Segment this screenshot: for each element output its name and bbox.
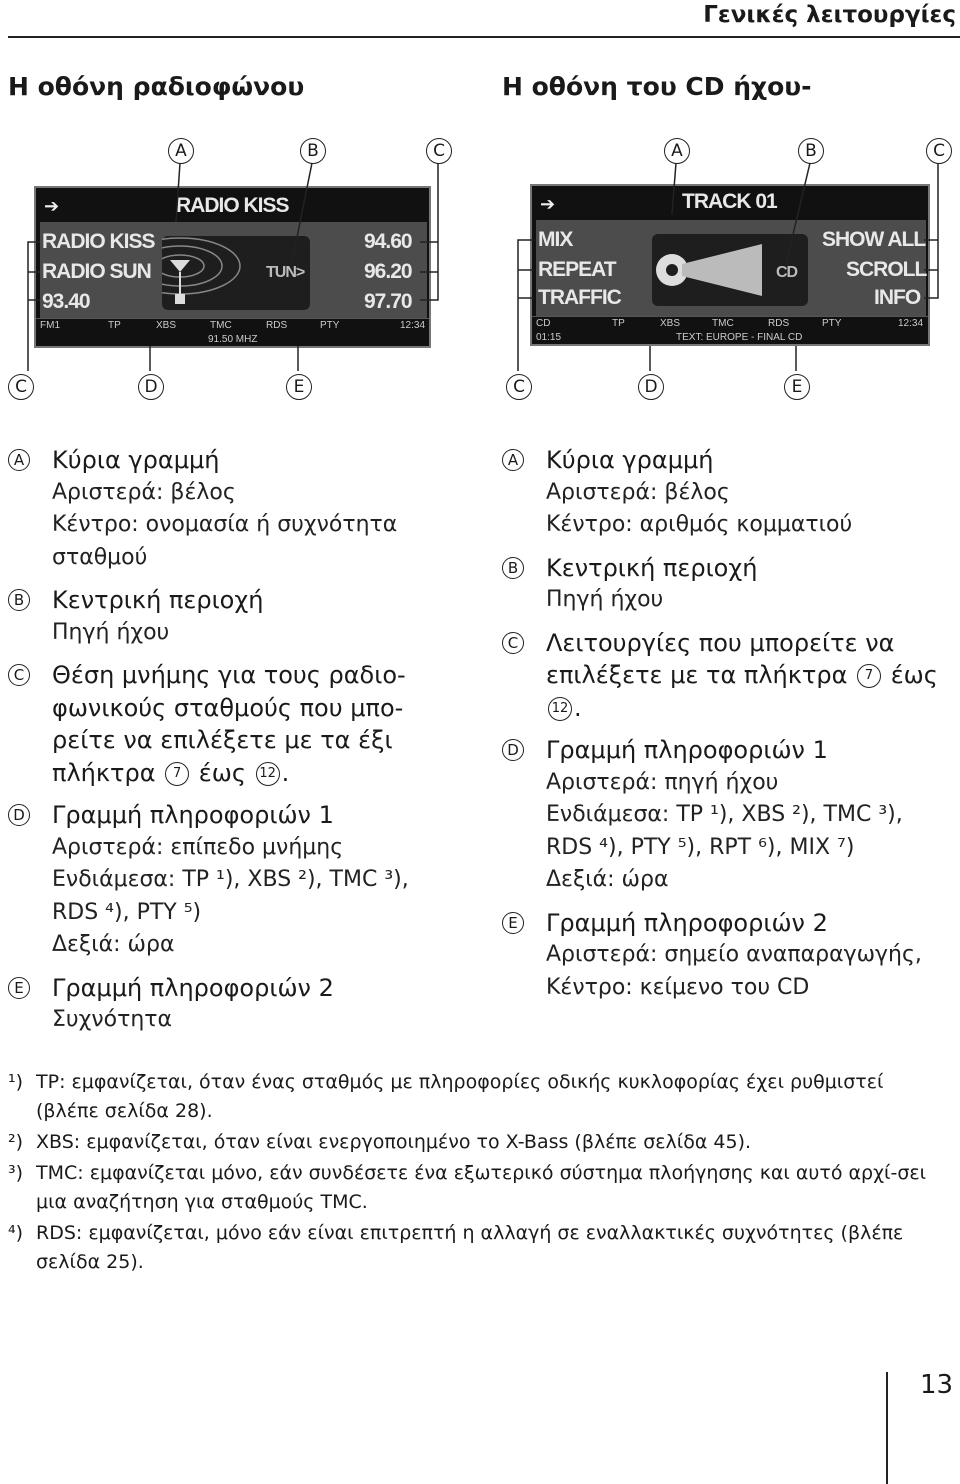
- radio-preset-right-2: 96.20: [364, 260, 412, 283]
- cd-legend-b: [502, 552, 950, 617]
- legend-text: Θέση μνήμης για τους ραδιο-φωνικούς σταθμούς που μπο-ρείτε να επιλέξετε με τα έξι πλήκτρα: [52, 661, 406, 787]
- cd-callout-c: C: [926, 138, 952, 164]
- radio-callout-d: D: [138, 374, 164, 400]
- radio-info2-frequency: 91.50 MHZ: [208, 334, 258, 345]
- cd-func-left-3: TRAFFIC: [538, 286, 621, 309]
- legend-title: Γραμμή πληροφοριών 2: [546, 908, 828, 937]
- legend-key: D: [502, 739, 524, 761]
- legend-key: E: [502, 912, 524, 934]
- legend-title: Γραμμή πληροφοριών 1: [52, 801, 334, 829]
- legend-line: Κέντρο: ονομασία ή συχνότητα σταθμού: [52, 512, 398, 570]
- page-number: 13: [920, 1370, 954, 1400]
- radio-callout-c: C: [426, 138, 452, 164]
- radio-callout-b: B: [300, 138, 326, 164]
- button-12-key: 12: [256, 762, 280, 786]
- legend-line: Αριστερά: επίπεδο μνήμης: [52, 834, 344, 860]
- legend-line: Αριστερά: βέλος: [52, 479, 236, 505]
- legend-title: [546, 627, 950, 725]
- legend-line: Συχνότητα: [52, 1007, 173, 1032]
- legend-title: Κύρια γραμμή: [52, 446, 220, 474]
- cd-section-title: Η οθόνη του CD ήχου-: [502, 72, 812, 101]
- cd-info1-tmc: TMC: [712, 318, 734, 329]
- radio-legend-c: [8, 659, 448, 789]
- footnote-4: [8, 1219, 942, 1277]
- legend-text: Λειτουργίες που μπορείτε να επιλέξετε με τα πλήκτρα: [546, 628, 895, 689]
- cd-func-left-1: MIX: [538, 228, 573, 251]
- legend-text: .: [574, 693, 582, 722]
- radio-legend-b: [8, 584, 448, 649]
- radio-info1-pty: PTY: [320, 320, 340, 331]
- cd-callout-b: B: [798, 138, 824, 164]
- legend-text: .: [281, 758, 290, 787]
- legend-key: A: [8, 449, 30, 471]
- footnote-mark: ⁴): [8, 1222, 24, 1244]
- radio-info1-tmc: TMC: [210, 320, 232, 331]
- radio-main-line: RADIO KISS: [176, 194, 289, 217]
- cd-source-label: CD: [776, 264, 798, 281]
- radio-callout-c-bottom: C: [8, 374, 34, 400]
- legend-title: Γραμμή πληροφοριών 1: [546, 736, 828, 764]
- page-header-title: Γενικές λειτουργίες: [703, 2, 956, 28]
- cd-callout-e: E: [784, 374, 810, 400]
- radio-info1-time: 12:34: [400, 320, 426, 331]
- cd-func-right-3: INFO: [874, 286, 921, 309]
- cd-info1-source: CD: [536, 318, 551, 329]
- footnote-3: [8, 1159, 942, 1217]
- footnote-text: TP: εμφανίζεται, όταν ένας σταθμός με πληροφορίες οδικής κυκλοφορίας έχει ρυθμιστεί (βλέπε σελίδα 28).: [36, 1071, 884, 1122]
- cd-func-right-2: SCROLL: [846, 258, 927, 281]
- radio-preset-right-1: 94.60: [364, 230, 412, 253]
- radio-legend-e: [8, 972, 448, 1037]
- cd-info1-pty: PTY: [822, 318, 842, 329]
- footnote-2: [8, 1128, 942, 1157]
- radio-info1-xbs: XBS: [156, 320, 177, 331]
- cd-legend: [502, 444, 950, 1004]
- page-number-rule: [886, 1372, 888, 1484]
- legend-line: Ενδιάμεσα: TP ¹), XBS ²), TMC ³), RDS ⁴), PTY ⁵): [52, 867, 409, 925]
- cd-legend-e: [502, 907, 950, 1005]
- legend-line: Δεξιά: ώρα: [52, 932, 175, 957]
- radio-legend-a: [8, 444, 448, 574]
- cd-info2-cd-text: TEXT: EUROPE - FINAL CD: [676, 332, 803, 343]
- button-7-key: 7: [165, 762, 189, 786]
- footnote-1: [8, 1068, 942, 1126]
- footnote-mark: ²): [8, 1131, 24, 1153]
- radio-preset-right-3: 97.70: [364, 290, 412, 313]
- legend-line: Δεξιά: ώρα: [546, 867, 669, 892]
- footnote-text: RDS: εμφανίζεται, μόνο εάν είναι επιτρεπτή η αλλαγή σε εναλλακτικές συχνότητες (βλέπε σελίδα 25).: [36, 1222, 904, 1273]
- arrow-icon: ➔: [540, 194, 556, 214]
- legend-key: D: [8, 804, 30, 826]
- legend-title: [52, 659, 448, 789]
- legend-key: C: [8, 664, 30, 686]
- radio-preset-left-3: 93.40: [42, 290, 90, 313]
- cd-info1-xbs: XBS: [660, 318, 681, 329]
- legend-key: C: [502, 632, 524, 654]
- legend-title: Γραμμή πληροφοριών 2: [52, 973, 334, 1002]
- radio-preset-left-1: RADIO KISS: [42, 230, 155, 253]
- legend-title: Κεντρική περιοχή: [546, 553, 758, 582]
- radio-tuner-label: TUN>: [266, 264, 305, 281]
- radio-legend-d: [8, 799, 448, 962]
- radio-section-title: Η οθόνη ραδιοφώνου: [8, 72, 305, 101]
- button-12-key: 12: [548, 697, 572, 721]
- legend-line: Αριστερά: σημείο αναπαραγωγής,: [546, 942, 922, 967]
- legend-line: Πηγή ήχου: [546, 587, 664, 612]
- cd-callout-d: D: [638, 374, 664, 400]
- cd-func-left-2: REPEAT: [538, 258, 616, 281]
- legend-line: Ενδιάμεσα: TP ¹), XBS ²), TMC ³), RDS ⁴), PTY ⁵), RPT ⁶), MIX ⁷): [546, 802, 903, 860]
- legend-key: B: [502, 557, 524, 579]
- radio-info1-rds: RDS: [266, 320, 288, 331]
- legend-title: Κεντρική περιοχή: [52, 586, 264, 614]
- legend-line: Αριστερά: βέλος: [546, 479, 730, 505]
- cd-main-line: TRACK 01: [682, 190, 777, 213]
- footnotes: [8, 1068, 942, 1279]
- cd-legend-d: [502, 734, 950, 897]
- legend-line: Κέντρο: κείμενο του CD: [546, 974, 810, 1000]
- radio-callout-a: A: [168, 138, 194, 164]
- cd-callout-a: A: [664, 138, 690, 164]
- cd-callout-c-bottom: C: [506, 374, 532, 400]
- legend-text: έως: [198, 758, 246, 787]
- legend-title: Κύρια γραμμή: [546, 446, 714, 474]
- cd-info1-tp: TP: [612, 318, 625, 329]
- radio-preset-left-2: RADIO SUN: [42, 260, 151, 283]
- legend-line: Κέντρο: αριθμός κομματιού: [546, 512, 853, 537]
- legend-line: Αριστερά: πηγή ήχου: [546, 769, 779, 795]
- cd-info2-play-position: 01:15: [536, 332, 562, 343]
- button-7-key: 7: [857, 664, 881, 688]
- footnote-text: TMC: εμφανίζεται μόνο, εάν συνδέσετε ένα εξωτερικό σύστημα πλοήγησης και αυτό αρχί-σει μια αναζήτηση για σταθμούς TMC.: [36, 1162, 927, 1213]
- cd-info1-rds: RDS: [768, 318, 790, 329]
- legend-key: B: [8, 589, 30, 611]
- callout-leader-lines: [0, 0, 960, 420]
- footnote-text: XBS: εμφανίζεται, όταν είναι ενεργοποιημένο το X-Bass (βλέπε σελίδα 45).: [36, 1131, 752, 1153]
- legend-line: Πηγή ήχου: [52, 619, 170, 645]
- radio-legend: [8, 444, 448, 1037]
- radio-info1-level: FM1: [40, 320, 60, 331]
- radio-info1-tp: TP: [108, 320, 121, 331]
- legend-key: A: [502, 449, 524, 471]
- radio-callout-e: E: [286, 374, 312, 400]
- arrow-icon: ➔: [44, 196, 60, 216]
- cd-func-right-1: SHOW ALL: [822, 228, 926, 251]
- footnote-mark: ¹): [8, 1071, 24, 1093]
- legend-text: έως: [890, 661, 938, 689]
- cd-legend-a: [502, 444, 950, 542]
- cd-legend-c: [502, 627, 950, 725]
- cd-info1-time: 12:34: [898, 318, 924, 329]
- footnote-mark: ³): [8, 1162, 24, 1184]
- legend-key: E: [8, 977, 30, 999]
